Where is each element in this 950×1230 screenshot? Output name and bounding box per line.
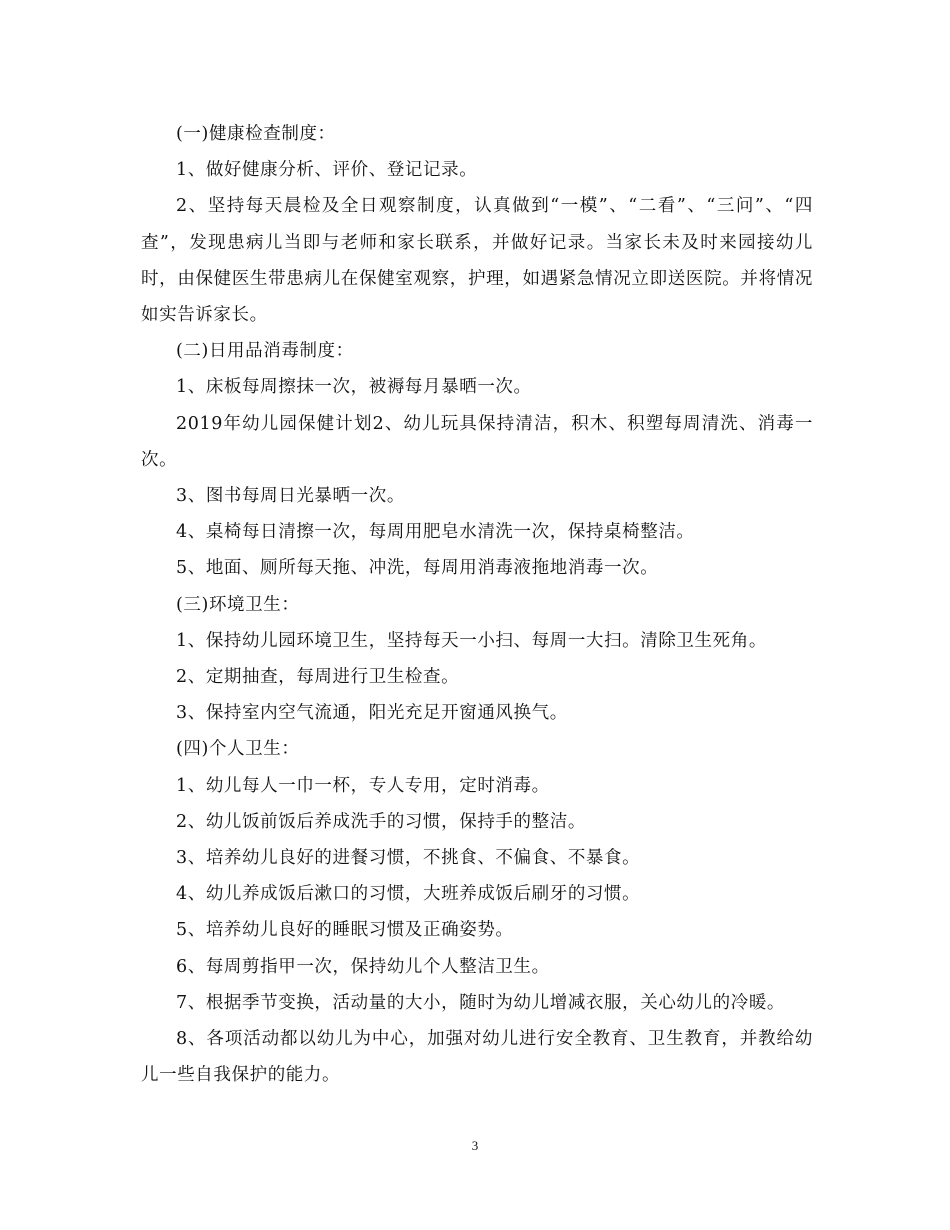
section-heading-environment: (三)环境卫生： (176, 594, 300, 615)
paragraph: 3、保持室内空气流通，阳光充足开窗通风换气。 (176, 703, 568, 724)
paragraph: 1、幼儿每人一巾一杯，专人专用，定时消毒。 (176, 775, 550, 796)
paragraph: 3、培养幼儿良好的进餐习惯，不挑食、不偏食、不暴食。 (176, 848, 641, 869)
paragraph: 5、地面、厕所每天拖、冲洗，每周用消毒液拖地消毒一次。 (176, 558, 659, 579)
paragraph: 2、幼儿饭前饭后养成洗手的习惯，保持手的整洁。 (176, 811, 586, 832)
paragraph: 2019年幼儿园保健计划2、幼儿玩具保持清洁，积木、积塑每周清洗、消毒一次。 (141, 413, 813, 470)
paragraph: 7、根据季节变换，活动量的大小，随时为幼儿增减衣服，关心幼儿的冷暖。 (176, 992, 786, 1013)
paragraph: 2、定期抽查，每周进行卫生检查。 (176, 667, 460, 688)
paragraph: 1、保持幼儿园环境卫生，坚持每天一小扫、每周一大扫。清除卫生死角。 (176, 630, 767, 651)
section-heading-health-check: (一)健康检查制度： (176, 124, 336, 144)
paragraph: 4、桌椅每日清擦一次，每周用肥皂水清洗一次，保持桌椅整洁。 (176, 522, 695, 543)
paragraph: 2、坚持每天晨检及全日观察制度，认真做到“一模”、“二看”、“三问”、“四查”，发现患病儿当即与老师和家长联系，并做好记录。当家长未及时来园接幼儿时，由保健医生带患病儿在保健室观察，护理，如遇紧急情况立即送医院。并将情况如实告诉家长。 (141, 196, 813, 326)
document-body (141, 116, 813, 1093)
paragraph: 8、各项活动都以幼儿为中心，加强对幼儿进行安全教育、卫生教育，并教给幼儿一些自我保护的能力。 (141, 1029, 813, 1086)
paragraph: 5、培养幼儿良好的睡眠习惯及正确姿势。 (176, 920, 514, 941)
paragraph: 6、每周剪指甲一次，保持幼儿个人整洁卫生。 (176, 956, 550, 977)
page-number: 3 (471, 1138, 479, 1153)
paragraph: 3、图书每周日光暴晒一次。 (176, 486, 405, 507)
paragraph: 4、幼儿养成饭后漱口的习惯，大班养成饭后刷牙的习惯。 (176, 884, 641, 905)
section-heading-personal-hygiene: (四)个人卫生： (176, 739, 300, 760)
paragraph: 1、做好健康分析、评价、登记记录。 (176, 160, 478, 181)
paragraph: 1、床板每周擦抹一次，被褥每月暴晒一次。 (176, 377, 532, 398)
section-heading-disinfection: (二)日用品消毒制度： (176, 341, 354, 362)
